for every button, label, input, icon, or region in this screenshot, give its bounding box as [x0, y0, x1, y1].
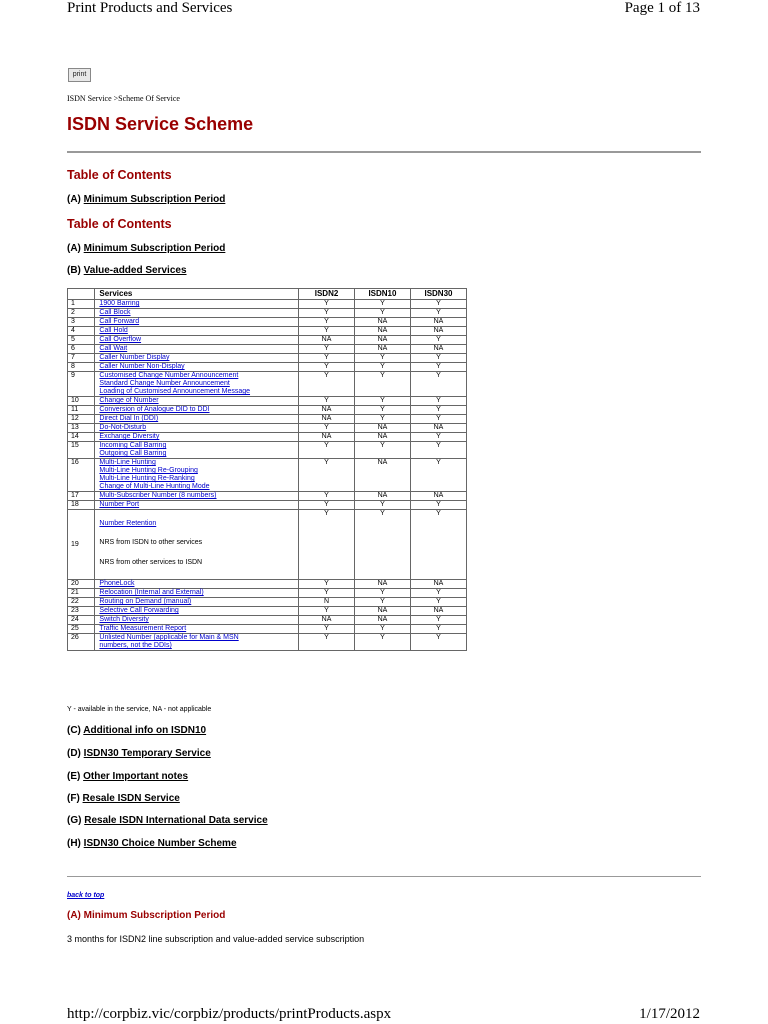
- row-number: 22: [68, 598, 95, 607]
- table-row: [68, 607, 467, 616]
- isdn10-value: Y: [354, 372, 410, 397]
- isdn2-value: Y: [299, 607, 355, 616]
- isdn2-value: Y: [299, 372, 355, 397]
- isdn30-value: Y: [410, 625, 466, 634]
- service-cell: [95, 397, 299, 406]
- table-row: [68, 318, 467, 327]
- service-cell: [95, 580, 299, 589]
- section-prefix: (C): [67, 725, 84, 736]
- service-link[interactable]: Call Overflow: [99, 336, 142, 343]
- isdn10-value: Y: [354, 415, 410, 424]
- isdn10-value: Y: [354, 598, 410, 607]
- row-number: 23: [68, 607, 95, 616]
- service-cell: [95, 406, 299, 415]
- isdn2-value: Y: [299, 345, 355, 354]
- row-number: 14: [68, 433, 95, 442]
- row-number: 6: [68, 345, 95, 354]
- isdn30-value: NA: [410, 327, 466, 336]
- row-number: 15: [68, 442, 95, 459]
- toc-link-value-added-services[interactable]: Value-added Services: [83, 265, 187, 276]
- service-cell: [95, 415, 299, 424]
- isdn2-value: NA: [299, 415, 355, 424]
- table-row: [68, 598, 467, 607]
- isdn2-value: Y: [299, 397, 355, 406]
- toc-item[interactable]: [67, 194, 225, 205]
- isdn2-value: Y: [299, 510, 355, 580]
- isdn10-value: NA: [354, 580, 410, 589]
- isdn30-value: Y: [410, 501, 466, 510]
- table-row: [68, 580, 467, 589]
- isdn2-value: Y: [299, 309, 355, 318]
- isdn10-value: NA: [354, 424, 410, 433]
- row-number: 11: [68, 406, 95, 415]
- row-number: 13: [68, 424, 95, 433]
- isdn10-value: Y: [354, 589, 410, 598]
- isdn30-value: Y: [410, 300, 466, 309]
- toc-item[interactable]: [67, 243, 225, 254]
- table-row: [68, 424, 467, 433]
- table-row: [68, 442, 467, 459]
- service-cell: [95, 363, 299, 372]
- toc-prefix: (A): [67, 194, 84, 205]
- table-row: [68, 589, 467, 598]
- isdn2-value: NA: [299, 616, 355, 625]
- row-number: 5: [68, 336, 95, 345]
- table-row: [68, 300, 467, 309]
- toc-link-minimum-subscription[interactable]: Minimum Subscription Period: [83, 194, 226, 205]
- isdn10-value: NA: [354, 616, 410, 625]
- isdn2-value: Y: [299, 327, 355, 336]
- isdn30-value: NA: [410, 580, 466, 589]
- service-link[interactable]: Change of Number: [99, 397, 159, 404]
- isdn30-value: Y: [410, 397, 466, 406]
- isdn10-value: Y: [354, 397, 410, 406]
- page-footer-url: http://corpbiz.vic/corpbiz/products/printProducts.aspx: [67, 1006, 392, 1022]
- isdn2-value: NA: [299, 406, 355, 415]
- table-row: [68, 616, 467, 625]
- isdn10-value: NA: [354, 433, 410, 442]
- table-row: [68, 327, 467, 336]
- isdn2-value: Y: [299, 363, 355, 372]
- isdn2-value: Y: [299, 580, 355, 589]
- service-cell: [95, 616, 299, 625]
- isdn2-value: Y: [299, 354, 355, 363]
- section-prefix: (H): [67, 838, 84, 849]
- service-link[interactable]: Multi-Line Hunting Re-Ranking: [99, 475, 195, 482]
- isdn30-value: Y: [410, 406, 466, 415]
- service-cell: [95, 300, 299, 309]
- isdn2-value: NA: [299, 336, 355, 345]
- isdn30-value: Y: [410, 433, 466, 442]
- row-number: 7: [68, 354, 95, 363]
- service-link[interactable]: Multi-Line Hunting: [99, 459, 156, 466]
- service-cell: [95, 510, 299, 580]
- service-cell: [95, 459, 299, 492]
- row-number: 3: [68, 318, 95, 327]
- back-to-top-link[interactable]: back to top: [67, 892, 105, 899]
- service-link[interactable]: Multi-Line Hunting Re-Grouping: [99, 467, 198, 474]
- toc-link-minimum-subscription[interactable]: Minimum Subscription Period: [83, 243, 226, 254]
- isdn10-value: Y: [354, 510, 410, 580]
- table-row: [68, 372, 467, 397]
- table-row: [68, 625, 467, 634]
- service-link[interactable]: Relocation (Internal and External): [99, 589, 204, 596]
- section-divider: [67, 876, 701, 877]
- service-link[interactable]: numbers, not the DDIs): [99, 642, 172, 649]
- table-legend: Y - available in the service, NA - not applicable: [67, 706, 212, 713]
- row-number: 24: [68, 616, 95, 625]
- service-link[interactable]: Outgoing Call Barring: [99, 450, 167, 457]
- row-number: 21: [68, 589, 95, 598]
- service-link[interactable]: Call Wait: [99, 345, 128, 352]
- service-link[interactable]: Call Forward: [99, 318, 140, 325]
- col-header-services: Services: [95, 289, 299, 300]
- row-number: 17: [68, 492, 95, 501]
- section-prefix: (G): [67, 815, 85, 826]
- isdn2-value: Y: [299, 634, 355, 651]
- service-cell: [95, 442, 299, 459]
- service-link[interactable]: Number Retention: [99, 520, 157, 527]
- col-header-isdn30: ISDN30: [410, 289, 466, 300]
- isdn10-value: NA: [354, 607, 410, 616]
- service-cell: [95, 372, 299, 397]
- isdn30-value: Y: [410, 459, 466, 492]
- service-link[interactable]: Unlisted Number (applicable for Main & MSN: [99, 634, 239, 641]
- isdn2-value: Y: [299, 300, 355, 309]
- table-row: [68, 397, 467, 406]
- isdn10-value: Y: [354, 300, 410, 309]
- service-link[interactable]: Call Block: [99, 309, 131, 316]
- isdn30-value: Y: [410, 598, 466, 607]
- isdn2-value: N: [299, 598, 355, 607]
- service-link[interactable]: Traffic Measurement Report: [99, 625, 187, 632]
- table-row: [68, 459, 467, 492]
- toc-prefix: (B): [67, 265, 84, 276]
- isdn10-value: Y: [354, 501, 410, 510]
- section-link-other-notes[interactable]: Other Important notes: [83, 771, 189, 782]
- isdn10-value: NA: [354, 492, 410, 501]
- service-link[interactable]: Multi-Subscriber Number (8 numbers): [99, 492, 217, 499]
- isdn2-value: Y: [299, 625, 355, 634]
- title-divider: [67, 151, 701, 153]
- isdn30-value: NA: [410, 345, 466, 354]
- row-number: 20: [68, 580, 95, 589]
- service-note: NRS from ISDN to other services: [99, 539, 203, 546]
- service-link[interactable]: Exchange Diversity: [99, 433, 160, 440]
- isdn30-value: Y: [410, 363, 466, 372]
- service-link[interactable]: Incoming Call Barring: [99, 442, 167, 449]
- service-link[interactable]: Direct Dial In (DDI): [99, 415, 159, 422]
- service-link[interactable]: Customised Change Number Announcement: [99, 372, 239, 379]
- table-row: [68, 415, 467, 424]
- row-number: 25: [68, 625, 95, 634]
- isdn10-value: Y: [354, 406, 410, 415]
- service-cell: [95, 354, 299, 363]
- service-link[interactable]: Number Port: [99, 501, 140, 508]
- row-number: 26: [68, 634, 95, 651]
- row-number: 4: [68, 327, 95, 336]
- section-link-resale-isdn[interactable]: Resale ISDN Service: [82, 793, 180, 804]
- isdn10-value: Y: [354, 309, 410, 318]
- isdn2-value: Y: [299, 501, 355, 510]
- isdn30-value: Y: [410, 442, 466, 459]
- service-cell: [95, 327, 299, 336]
- service-link[interactable]: Switch Diversity: [99, 616, 149, 623]
- col-header-isdn10: ISDN10: [354, 289, 410, 300]
- isdn30-value: NA: [410, 607, 466, 616]
- row-number: 8: [68, 363, 95, 372]
- isdn10-value: Y: [354, 354, 410, 363]
- table-row: [68, 406, 467, 415]
- col-header-num: [68, 289, 95, 300]
- section-link-isdn30-choice-number[interactable]: ISDN30 Choice Number Scheme: [83, 838, 237, 849]
- isdn30-value: Y: [410, 309, 466, 318]
- service-link[interactable]: Routing on Demand (manual): [99, 598, 192, 605]
- service-link[interactable]: Loading of Customised Announcement Message: [99, 388, 251, 395]
- table-row: [68, 501, 467, 510]
- isdn30-value: Y: [410, 354, 466, 363]
- service-link[interactable]: PhoneLock: [99, 580, 135, 587]
- service-cell: [95, 625, 299, 634]
- isdn2-value: NA: [299, 433, 355, 442]
- section-link-item[interactable]: [67, 838, 237, 849]
- service-link[interactable]: 1900 Barring: [99, 300, 140, 307]
- toc-heading: Table of Contents: [67, 217, 172, 231]
- print-button[interactable]: print: [68, 68, 91, 82]
- service-cell: [95, 424, 299, 433]
- section-link-item[interactable]: [67, 815, 268, 826]
- row-number: 12: [68, 415, 95, 424]
- toc-heading: Table of Contents: [67, 168, 172, 182]
- isdn2-value: Y: [299, 442, 355, 459]
- service-link[interactable]: Conversion of Analogue DID to DDI: [99, 406, 210, 413]
- section-link-item[interactable]: [67, 793, 180, 804]
- section-prefix: (D): [67, 748, 84, 759]
- isdn10-value: NA: [354, 318, 410, 327]
- table-header-row: [68, 289, 467, 300]
- row-number: 10: [68, 397, 95, 406]
- isdn30-value: Y: [410, 616, 466, 625]
- services-table: [67, 288, 467, 651]
- isdn30-value: NA: [410, 492, 466, 501]
- table-row: [68, 363, 467, 372]
- isdn10-value: NA: [354, 327, 410, 336]
- row-number: 19: [68, 510, 95, 580]
- isdn30-value: Y: [410, 415, 466, 424]
- section-a-heading: (A) Minimum Subscription Period: [67, 910, 226, 921]
- table-row: [68, 354, 467, 363]
- section-prefix: (F): [67, 793, 83, 804]
- isdn2-value: Y: [299, 424, 355, 433]
- row-number: 1: [68, 300, 95, 309]
- col-header-isdn2: ISDN2: [299, 289, 355, 300]
- section-link-item[interactable]: [67, 748, 211, 759]
- page-number: Page 1 of 13: [624, 0, 700, 16]
- service-cell: [95, 634, 299, 651]
- isdn30-value: Y: [410, 589, 466, 598]
- service-link[interactable]: Standard Change Number Announcement: [99, 380, 230, 387]
- isdn2-value: Y: [299, 459, 355, 492]
- section-link-resale-international-data[interactable]: Resale ISDN International Data service: [84, 815, 268, 826]
- service-cell: [95, 607, 299, 616]
- section-link-isdn30-temporary[interactable]: ISDN30 Temporary Service: [83, 748, 211, 759]
- page-title: ISDN Service Scheme: [67, 114, 254, 134]
- toc-prefix: (A): [67, 243, 84, 254]
- service-cell: [95, 336, 299, 345]
- table-row: [68, 309, 467, 318]
- section-link-item[interactable]: [67, 725, 206, 736]
- service-link[interactable]: Change of Multi-Line Hunting Mode: [99, 483, 210, 490]
- service-link[interactable]: Selective Call Forwarding: [99, 607, 179, 614]
- section-prefix: (E): [67, 771, 84, 782]
- row-number: 16: [68, 459, 95, 492]
- isdn10-value: NA: [354, 336, 410, 345]
- section-a-text: 3 months for ISDN2 line subscription and value-added service subscription: [67, 934, 365, 944]
- breadcrumb: ISDN Service >Scheme Of Service: [67, 94, 180, 103]
- service-cell: [95, 433, 299, 442]
- service-cell: [95, 589, 299, 598]
- isdn10-value: NA: [354, 345, 410, 354]
- row-number: 18: [68, 501, 95, 510]
- service-cell: [95, 501, 299, 510]
- isdn30-value: NA: [410, 424, 466, 433]
- service-cell: [95, 318, 299, 327]
- service-note: NRS from other services to ISDN: [99, 559, 203, 566]
- service-cell: [95, 492, 299, 501]
- isdn10-value: Y: [354, 442, 410, 459]
- isdn10-value: Y: [354, 363, 410, 372]
- isdn30-value: Y: [410, 634, 466, 651]
- table-row: [68, 492, 467, 501]
- isdn10-value: Y: [354, 625, 410, 634]
- service-cell: [95, 309, 299, 318]
- isdn2-value: Y: [299, 589, 355, 598]
- isdn2-value: Y: [299, 318, 355, 327]
- toc-item[interactable]: [67, 265, 187, 276]
- page-footer-date: 1/17/2012: [639, 1006, 700, 1022]
- isdn30-value: Y: [410, 372, 466, 397]
- table-row: [68, 345, 467, 354]
- service-link[interactable]: Call Hold: [99, 327, 128, 334]
- table-row: [68, 510, 467, 580]
- isdn2-value: Y: [299, 492, 355, 501]
- table-row: [68, 433, 467, 442]
- service-link[interactable]: Caller Number Display: [99, 354, 170, 361]
- service-link[interactable]: Do-Not-Disturb: [99, 424, 147, 431]
- service-link[interactable]: Caller Number Non-Display: [99, 363, 185, 370]
- service-cell: [95, 345, 299, 354]
- isdn30-value: Y: [410, 510, 466, 580]
- section-link-additional-info-isdn10[interactable]: Additional info on ISDN10: [83, 725, 207, 736]
- section-link-item[interactable]: [67, 771, 188, 782]
- isdn30-value: NA: [410, 318, 466, 327]
- row-number: 9: [68, 372, 95, 397]
- isdn30-value: Y: [410, 336, 466, 345]
- isdn10-value: Y: [354, 634, 410, 651]
- isdn10-value: NA: [354, 459, 410, 492]
- service-cell: [95, 598, 299, 607]
- table-row: [68, 336, 467, 345]
- table-row: [68, 634, 467, 651]
- row-number: 2: [68, 309, 95, 318]
- page-header-title: Print Products and Services: [67, 0, 233, 16]
